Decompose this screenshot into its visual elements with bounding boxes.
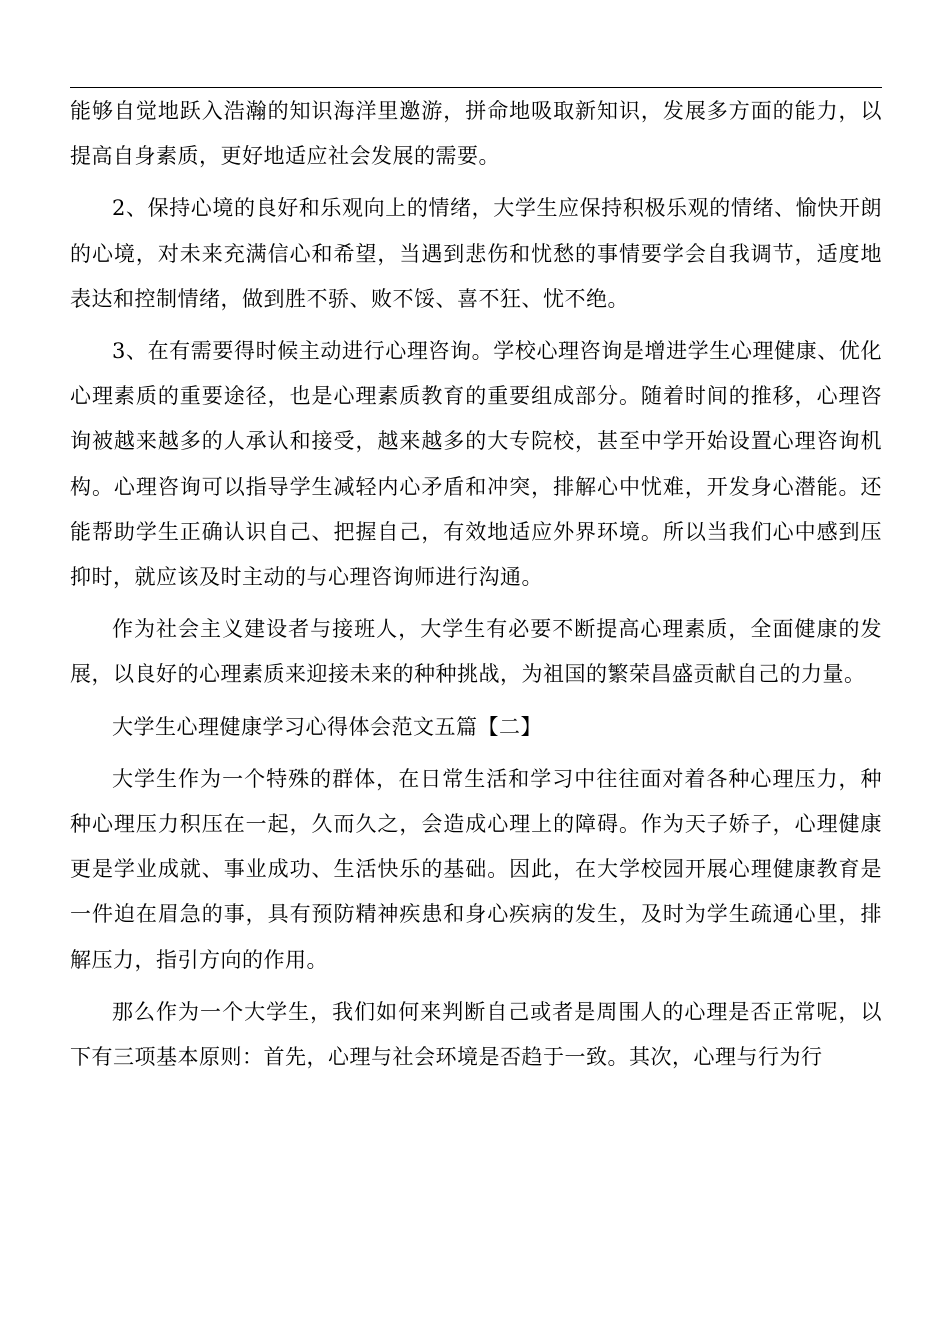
paragraph-point-3: 3、在有需要得时候主动进行心理咨询。学校心理咨询是增进学生心理健康、优化心理素质的重要途径，也是心理素质教育的重要组成部分。随着时间的推移，心理咨询被越来越多的人承认和接受，越来越多的大专院校，甚至中学开始设置心理咨询机构。心理咨询可以指导学生减轻内心矛盾和冲突，排解心中忧难，开发身心潜能。还能帮助学生正确认识自己、把握自己，有效地适应外界环境。所以当我们心中感到压抑时，就应该及时主动的与心理咨询师进行沟通。 <box>70 339 882 590</box>
paragraph-point-2: 2、保持心境的良好和乐观向上的情绪，大学生应保持积极乐观的情绪、愉快开朗的心境，对未来充满信心和希望，当遇到悲伤和忧愁的事情要学会自我调节，适度地表达和控制情绪，做到胜不骄、败不馁、喜不狂、忧不绝。 <box>70 196 882 311</box>
header-rule <box>70 87 882 88</box>
paragraph-principles: 那么作为一个大学生，我们如何来判断自己或者是周围人的心理是否正常呢，以下有三项基本原则：首先，心理与社会环境是否趋于一致。其次，心理与行为行 <box>70 999 882 1070</box>
document-body <box>70 89 882 1080</box>
paragraph-continuation: 能够自觉地跃入浩瀚的知识海洋里邀游，拼命地吸取新知识，发展多方面的能力，以提高自身素质，更好地适应社会发展的需要。 <box>70 99 882 169</box>
paragraph-intro: 大学生作为一个特殊的群体，在日常生活和学习中往往面对着各种心理压力，种种心理压力积压在一起，久而久之，会造成心理上的障碍。作为天子娇子，心理健康更是学业成就、事业成功、生活快乐的基础。因此，在大学校园开展心理健康教育是一件迫在眉急的事，具有预防精神疾患和身心疾病的发生，及时为学生疏通心里，排解压力，指引方向的作用。 <box>70 766 882 972</box>
section-heading: 大学生心理健康学习心得体会范文五篇【二】 <box>112 714 542 739</box>
paragraph-conclusion: 作为社会主义建设者与接班人，大学生有必要不断提高心理素质，全面健康的发展，以良好的心理素质来迎接未来的种种挑战，为祖国的繁荣昌盛贡献自己的力量。 <box>70 617 882 687</box>
